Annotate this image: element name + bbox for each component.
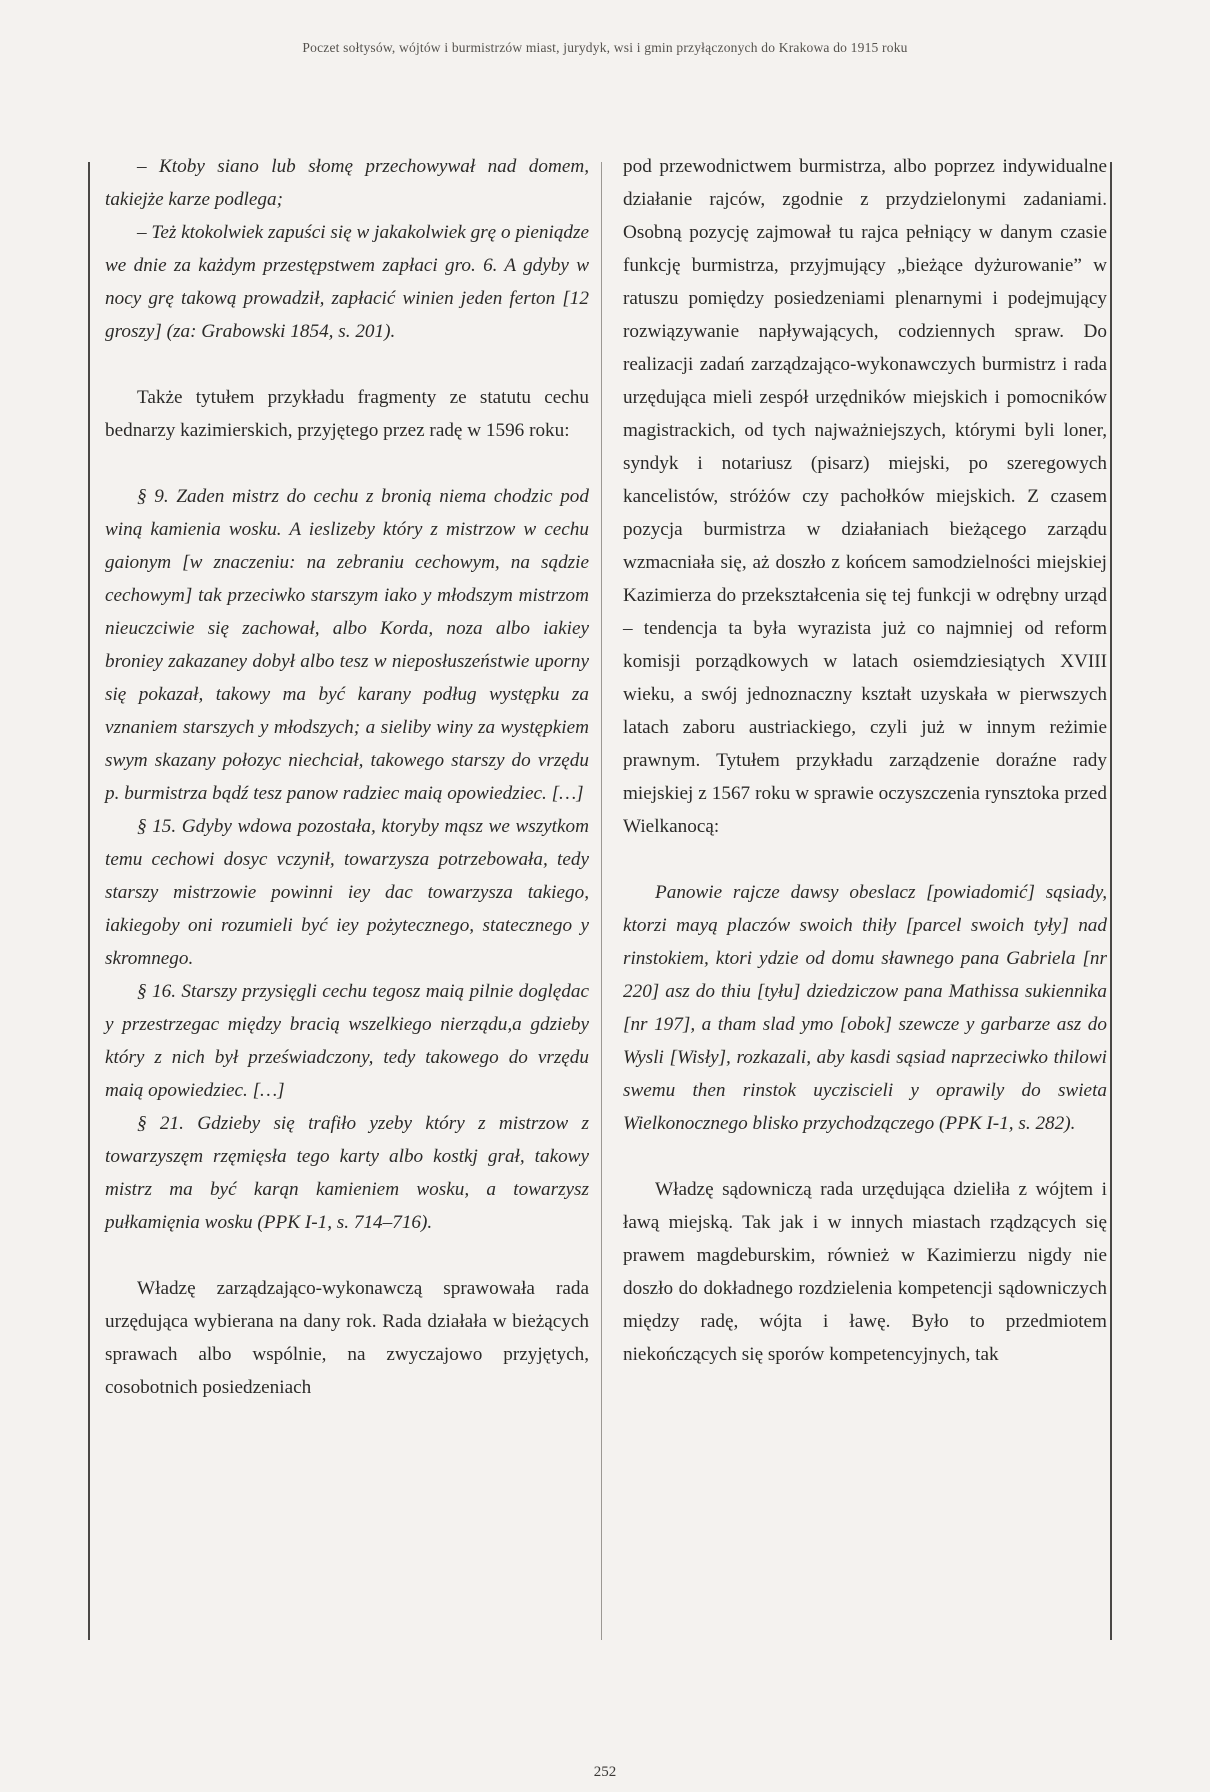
statute-paragraph-9: § 9. Zaden mistrz do cechu z bronią niema chodzic pod winą kamienia wosku. A ieslizeby który z mistrzow w cechu gaionym [w znaczeniu: na zebraniu cechowym, na sądzie cechowym] tak przeciwko starszym iako y młodszym mistrzom nieuczciwie się zachował, albo Korda, noza albo iakiey broniey zakazaney dobył albo tesz w nieposłuszeństwie uporny się pokazał, takowy ma być karany podług występku za vznaniem starszych y młodszych; a sieliby winy za występkiem swym skazany połozyc niechciał, takowego starszy do vrzędu p. burmistrza bądź tesz panow radziec maią opowiedziec. […] [105,486,589,804]
quote-paragraph: Panowie rajcze dawsy obeslacz [powiadomić] sąsiady, ktorzi mayą placzów swoich thiły [parcel swoich tyły] nad rinstokiem, ktori ydzie od domu sławnego pana Gabriela [nr 220] asz do thiu [tyłu] dziedziczow pana Mathissa sukiennika [nr 197], a tham slad ymo [obok] szewcze y garbarze asz do Wysli [Wisły], rozkazali, aby kasdi sąsiad naprzeciwko thilowi swemu then rinstok uycziscieli y oprawily do swieta Wielkonocznego blisko przychodzączego (PPK I-1, s. 282). [623,882,1107,1134]
page-body [88,150,1113,1648]
quote-paragraph: – Ktoby siano lub słomę przechowywał nad domem, takiejże karze podlega; [105,156,589,210]
body-paragraph: Władzę sądowniczą rada urzędująca dzieliła z wójtem i ławą miejską. Tak jak i w innych miastach rządzących się prawem magdeburskim, również w Kazimierzu nigdy nie doszło do dokładnego rozdzielenia kompetencji sądowniczych między radę, wójta i ławę. Było to przedmiotem niekończących się sporów kompetencyjnych, tak [623,1179,1107,1365]
column-divider [601,162,602,1640]
body-paragraph: Władzę zarządzająco-wykonawczą sprawowała rada urzędująca wybierana na dany rok. Rada działała w bieżących sprawach albo wspólnie, na zwyczajowo przyjętych, cosobotnich posiedzeniach [105,1278,589,1398]
statute-paragraph-21: § 21. Gdzieby się trafiło yzeby który z mistrzow z towarzyszęm rzęmięsła tego karty albo kostkj grał, takowy mistrz ma być karąn kamieniem wosku, a towarzysz pułkamięnia wosku (PPK I-1, s. 714–716). [105,1113,589,1233]
body-paragraph: pod przewodnictwem burmistrza, albo poprzez indywidualne działanie rajców, zgodnie z przydzielonymi zadaniami. Osobną pozycję zajmował tu rajca pełniący w danym czasie funkcję burmistrza, przyjmujący „bieżące dyżurowanie” w ratuszu pomiędzy posiedzeniami plenarnymi i podejmujący rozwiązywanie napływających, codziennych spraw. Do realizacji zadań zarządzająco-wykonawczych burmistrz i rada urzędująca mieli zespół urzędników miejskich i pomocników magistrackich, od tych najważniejszych, którymi byli loner, syndyk i notariusz (pisarz) miejski, po szeregowych kancelistów, stróżów czy pachołków miejskich. Z czasem pozycja burmistrza w działaniach bieżącego zarządu wzmacniała się, aż doszło z końcem samodzielności miejskiej Kazimierza do przekształcenia się tej funkcji w odrębny urząd – tendencja ta była wyrazista już co najmniej od reform komisji porządkowych w latach osiemdziesiątych XVIII wieku, a swój jednoznaczny kształt uzyskała w pierwszych latach zaboru austriackiego, czyli już w innym reżimie prawnym. Tytułem przykładu zarządzenie doraźne rady miejskiej z 1567 roku w sprawie oczyszczenia rynsztoka przed Wielkanocą: [623,156,1107,837]
statute-paragraph-15: § 15. Gdyby wdowa pozostała, ktoryby mąsz we wszytkom temu cechowi dosyc vczynił, towarzysza potrzebowała, tedy starszy mistrzowie powinni iey dac towarzysza takiego, iakiegoby oni rozumieli być iey pożytecznego, statecznego y skromnego. [105,816,589,969]
left-margin-rule [88,162,90,1640]
right-column [623,150,1107,1371]
quote-paragraph: – Też ktokolwiek zapuści się w jakakolwiek grę o pieniądze we dnie za każdym przestępstwem zapłaci gro. 6. A gdyby w nocy grę takową prowadził, zapłacić winien jeden ferton [12 groszy] (za: Grabowski 1854, s. 201). [105,222,589,342]
running-header: Poczet sołtysów, wójtów i burmistrzów miast, jurydyk, wsi i gmin przyłączonych do Krakowa do 1915 roku [302,40,908,55]
body-paragraph: Także tytułem przykładu fragmenty ze statutu cechu bednarzy kazimierskich, przyjętego przez radę w 1596 roku: [105,387,589,441]
page-number: 252 [593,1764,617,1780]
statute-paragraph-16: § 16. Starszy przysięgli cechu tegosz maią pilnie doględac y przestrzegac między bracią wszelkiego nierządu,a gdzieby który z nich był przeświadczony, tedy takowego do vrzędu maią opowiedziec. […] [105,981,589,1101]
right-margin-rule [1110,162,1112,1640]
left-column [105,150,589,1404]
